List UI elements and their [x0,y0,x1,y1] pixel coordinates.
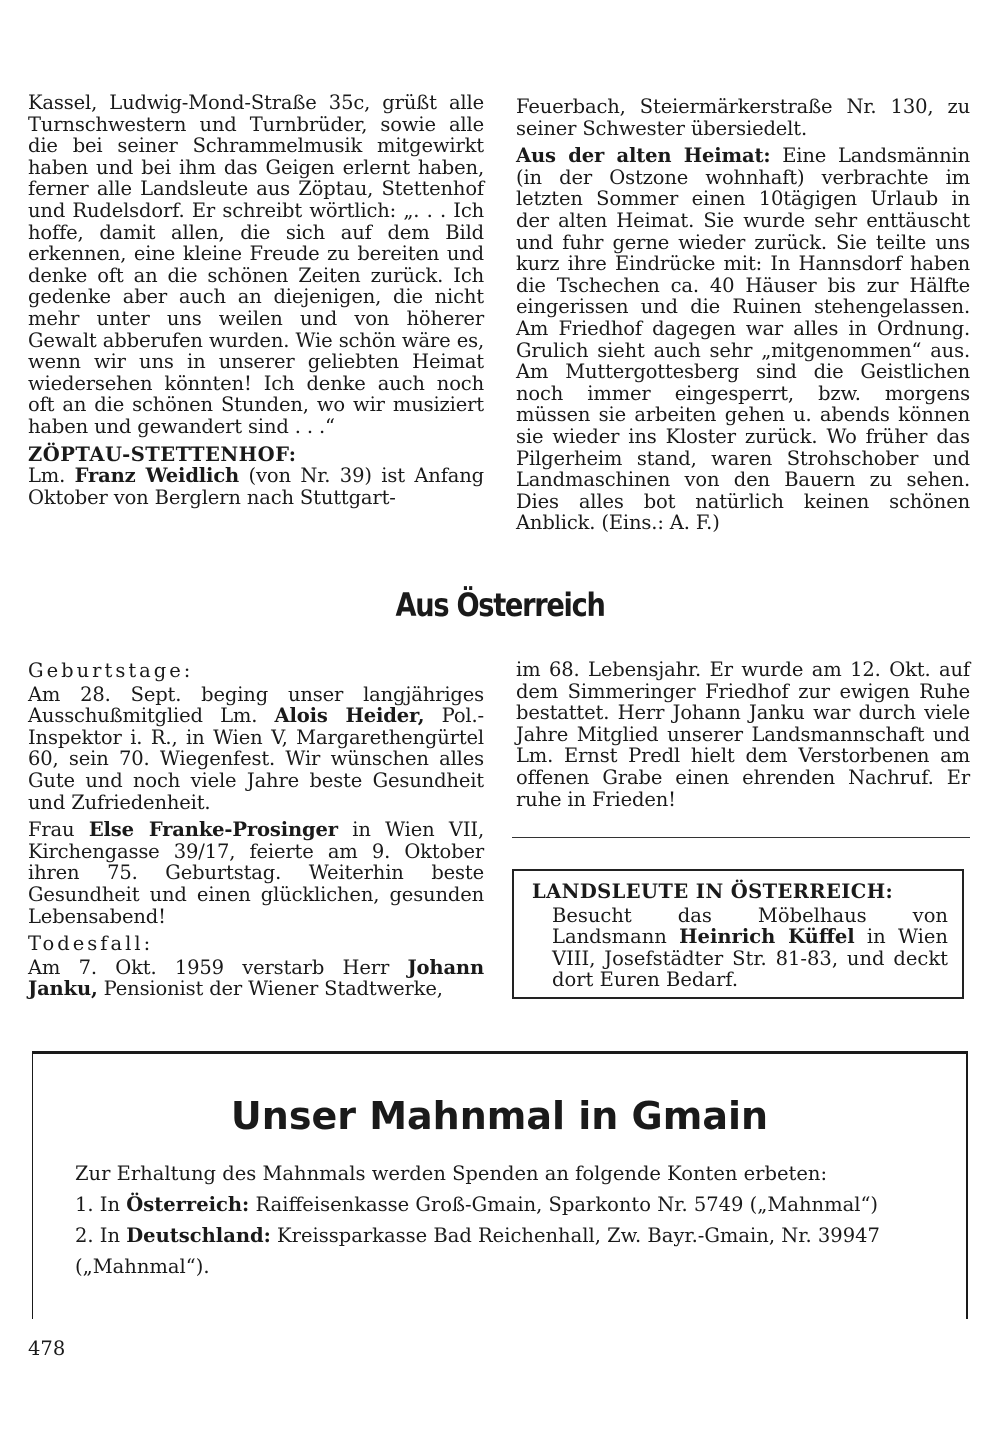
ad-title: Unser Mahnmal in Gmain [230,1094,769,1138]
info-box-landsleute [512,869,964,999]
paragraph-feuerbach: Feuerbach, Steiermärkerstraße Nr. 130, zu seiner Schwester übersiedelt. [516,95,970,140]
paragraph-alte-heimat: Aus der alten Heimat: Eine Landsmännin (in der Ostzone wohnhaft) verbrachte im letzten Sommer einen 10tägigen Urlaub in der alten Heimat. Sie wurde sehr enttäuscht und fuhr gerne wieder zurück. Sie teilte uns kurz ihre Eindrücke mit: In Hannsdorf haben die Tschechen ca. 40 Häuser bis zur Hälfte eingerissen und die Ruinen stehengelassen. Am Friedhof dagegen war alles in Ordnung. Grulich sieht auch sehr „mitgenommen“ aus. Am Muttergottesberg sind die Geistlichen noch immer eingesperrt, bzw. morgens müssen sie arbeiten gehen u. abends können sie wieder ins Kloster zurück. Wo früher das Pilgerheim stand, waren Strohschober und Landmaschinen von den Bauern zu sehen. Dies alles bot natürlich keinen schönen Anblick. (Eins.: A. F.) [516,144,970,535]
heading-geburtstage: Geburtstage: [28,659,194,682]
name-johann-janku: Johann Janku, [28,955,484,1001]
ad-item-oesterreich: 1. In Österreich: Raiffeisenkasse Groß-Gmain, Sparkonto Nr. 5749 („Mahnmal“) [75,1193,879,1216]
paragraph-weidlich: Lm. Franz Weidlich (von Nr. 39) ist Anfang Oktober von Berglern nach Stuttgart- [28,464,484,509]
heading-todesfall: Todesfall: [28,932,154,956]
page-number: 478 [28,1337,66,1360]
paragraph-janku: Am 7. Okt. 1959 verstarb Herr Johann Janku, Pensionist der Wiener Stadtwerke, [28,955,484,1001]
name-alois-heider: Alois Heider, [274,704,425,728]
info-box-body: Besucht das Möbelhaus von Landsmann Heinrich Küffel in Wien VIII, Josefstädter Str. 81-83, und deckt dort Euren Bedarf. [552,903,948,992]
ad-box-mahnmal [32,1051,968,1319]
name-else-franke-prosinger: Else Franke-Prosinger [88,818,338,842]
column-3 [28,656,484,1006]
ad-item-deutschland: 2. In Deutschland: Kreissparkasse Bad Reichenhall, Zw. Bayr.-Gmain, Nr. 39947 [75,1224,880,1247]
ad-intro: Zur Erhaltung des Mahnmals werden Spenden an folgende Konten erbeten: [75,1162,828,1185]
paragraph-kassel: Kassel, Ludwig-Mond-Straße 35c, grüßt alle Turnschwestern und Turnbrüder, sowie alle die bei seiner Schrammelmusik mitgewirkt haben und bei ihm das Geigen erlernt haben, ferner alle Landsleute aus Zöptau, Stettenhof und Rudelsdorf. Er schreibt wörtlich: „. . . Ich hoffe, damit allen, die sich auf dem Bild erkennen, eine kleine Freude zu bereiten und denke oft an die schönen Zeiten zurück. Ich gedenke aber auch an diejenigen, die nicht mehr unter uns weilen und von höherer Gewalt abberufen wurden. Wie schön wäre es, wenn wir uns in unserer geliebten Heimat wiedersehen könnten! Ich denke auch noch oft an die schönen Stunden, wo wir musiziert haben und gewandert sind . . .“ [28,91,484,438]
ad-item-deutschland-cont: („Mahnmal“). [75,1255,210,1278]
paragraph-janku-continued: im 68. Lebensjahr. Er wurde am 12. Okt. auf dem Simmeringer Friedhof zur ewigen Ruhe bestattet. Herr Johann Janku war durch viele Jahre Mitglied unserer Landsmannschaft und Lm. Ernst Predl hielt dem Verstorbenen am offenen Grabe einen ehrenden Nachruf. Er ruhe in Frieden! [516,658,970,811]
ad-body [75,1158,935,1282]
name-heinrich-kueffel: Heinrich Küffel [679,925,855,949]
info-box-title: LANDSLEUTE IN ÖSTERREICH: [532,880,894,903]
heading-alte-heimat: Aus der alten Heimat: [516,144,771,168]
name-franz-weidlich: Franz Weidlich [74,464,240,488]
paragraph-franke-prosinger: Frau Else Franke-Prosinger in Wien VII, Kirchengasse 39/17, feierte am 9. Oktober ihren 75. Geburtstag. Weiterhin beste Gesundheit und einen glücklichen, gesunden Lebensabend! [28,818,484,928]
column-1 [28,92,484,514]
divider-rule [512,837,970,838]
section-title-aus-oesterreich: Aus Österreich [395,586,605,624]
column-2 [516,96,970,540]
heading-zoeptau-stettenhof: ZÖPTAU-STETTENHOF: [28,442,297,466]
column-4 [516,659,970,816]
paragraph-heider: Am 28. Sept. beging unser langjähriges Ausschußmitglied Lm. Alois Heider, Pol.-Inspektor i. R., in Wien V, Margarethengürtel 60, sein 70. Wiegenfest. Wir wünschen alles Gute und noch viele Jahre beste Gesundheit und Zufriedenheit. [28,682,484,814]
